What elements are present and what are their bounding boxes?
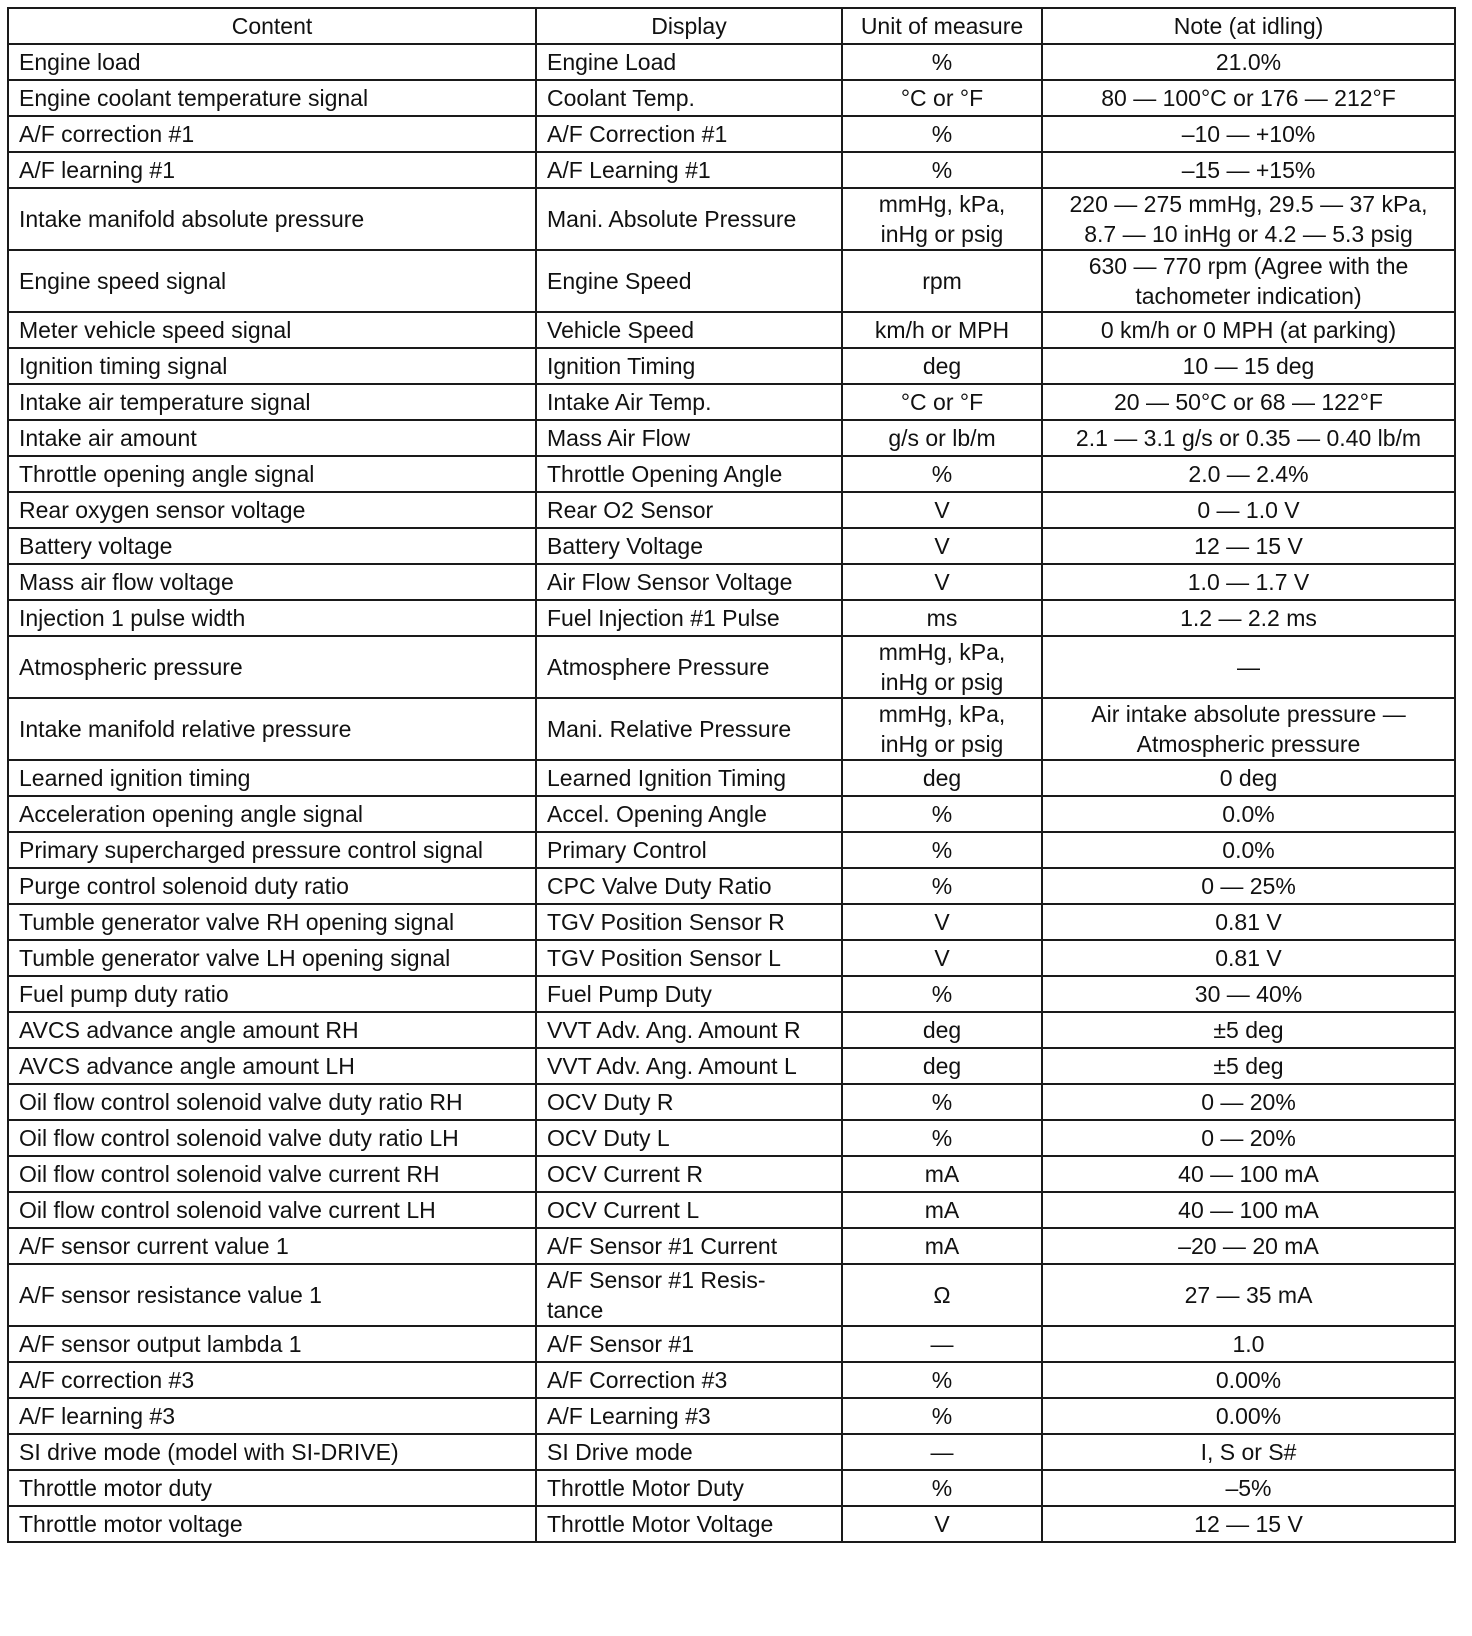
cell-display: A/F Correction #3 [536,1362,842,1398]
cell-display: Throttle Opening Angle [536,456,842,492]
table-row [8,1470,1455,1506]
cell-display: Primary Control [536,832,842,868]
cell-unit: % [842,1470,1042,1506]
cell-display: Engine Speed [536,250,842,312]
cell-unit: deg [842,760,1042,796]
cell-display: CPC Valve Duty Ratio [536,868,842,904]
cell-content: Tumble generator valve LH opening signal [8,940,536,976]
cell-unit: rpm [842,250,1042,312]
cell-note: 2.0 — 2.4% [1042,456,1455,492]
cell-unit: % [842,152,1042,188]
cell-unit: — [842,1434,1042,1470]
cell-content: Throttle motor duty [8,1470,536,1506]
cell-display: A/F Sensor #1 Current [536,1228,842,1264]
cell-content: A/F correction #1 [8,116,536,152]
cell-note: 0 deg [1042,760,1455,796]
cell-unit: mmHg, kPa, inHg or psig [842,188,1042,250]
cell-unit: V [842,1506,1042,1542]
cell-note: 0 — 25% [1042,868,1455,904]
cell-content: Intake manifold absolute pressure [8,188,536,250]
cell-display: Mani. Relative Pressure [536,698,842,760]
table-row [8,698,1455,760]
table-row [8,1084,1455,1120]
cell-display: Air Flow Sensor Voltage [536,564,842,600]
cell-note: 12 — 15 V [1042,528,1455,564]
cell-display: Fuel Pump Duty [536,976,842,1012]
cell-content: A/F correction #3 [8,1362,536,1398]
cell-content: Engine load [8,44,536,80]
table-row [8,1156,1455,1192]
cell-content: Rear oxygen sensor voltage [8,492,536,528]
cell-display: Throttle Motor Voltage [536,1506,842,1542]
table-row [8,116,1455,152]
cell-note: –20 — 20 mA [1042,1228,1455,1264]
cell-note: 10 — 15 deg [1042,348,1455,384]
table-row [8,1434,1455,1470]
cell-content: Ignition timing signal [8,348,536,384]
cell-note: ±5 deg [1042,1012,1455,1048]
cell-display: Battery Voltage [536,528,842,564]
cell-content: Meter vehicle speed signal [8,312,536,348]
cell-unit: deg [842,348,1042,384]
cell-unit: ms [842,600,1042,636]
cell-note: 0 km/h or 0 MPH (at parking) [1042,312,1455,348]
cell-unit: % [842,976,1042,1012]
cell-note: –10 — +10% [1042,116,1455,152]
cell-unit: V [842,940,1042,976]
cell-note: 21.0% [1042,44,1455,80]
cell-content: Primary supercharged pressure control signal [8,832,536,868]
cell-display: OCV Current R [536,1156,842,1192]
cell-display: OCV Current L [536,1192,842,1228]
cell-display: Engine Load [536,44,842,80]
cell-display: A/F Sensor #1 [536,1326,842,1362]
table-row [8,384,1455,420]
cell-display: Accel. Opening Angle [536,796,842,832]
cell-note: 30 — 40% [1042,976,1455,1012]
table-row [8,760,1455,796]
table-row [8,528,1455,564]
cell-note: 220 — 275 mmHg, 29.5 — 37 kPa, 8.7 — 10 inHg or 4.2 — 5.3 psig [1042,188,1455,250]
table-row [8,1192,1455,1228]
cell-unit: % [842,1398,1042,1434]
cell-unit: deg [842,1048,1042,1084]
cell-display: Intake Air Temp. [536,384,842,420]
cell-content: Battery voltage [8,528,536,564]
cell-note: — [1042,636,1455,698]
cell-unit: g/s or lb/m [842,420,1042,456]
cell-display: Rear O2 Sensor [536,492,842,528]
cell-note: 0.0% [1042,832,1455,868]
cell-display: A/F Sensor #1 Resis- tance [536,1264,842,1326]
cell-unit: mmHg, kPa, inHg or psig [842,636,1042,698]
cell-content: Oil flow control solenoid valve duty ratio LH [8,1120,536,1156]
cell-display: Ignition Timing [536,348,842,384]
cell-content: Oil flow control solenoid valve duty ratio RH [8,1084,536,1120]
cell-display: A/F Learning #1 [536,152,842,188]
cell-unit: % [842,1120,1042,1156]
cell-note: 20 — 50°C or 68 — 122°F [1042,384,1455,420]
cell-unit: — [842,1326,1042,1362]
cell-note: 1.2 — 2.2 ms [1042,600,1455,636]
cell-unit: % [842,796,1042,832]
cell-display: TGV Position Sensor R [536,904,842,940]
parameter-table [7,7,1456,1543]
cell-content: Injection 1 pulse width [8,600,536,636]
cell-note: 2.1 — 3.1 g/s or 0.35 — 0.40 lb/m [1042,420,1455,456]
cell-display: TGV Position Sensor L [536,940,842,976]
cell-display: Mass Air Flow [536,420,842,456]
cell-content: Throttle motor voltage [8,1506,536,1542]
cell-note: 1.0 — 1.7 V [1042,564,1455,600]
table-row [8,152,1455,188]
table-row [8,250,1455,312]
cell-content: Engine speed signal [8,250,536,312]
table-row [8,868,1455,904]
table-row [8,80,1455,116]
cell-content: Acceleration opening angle signal [8,796,536,832]
cell-content: Oil flow control solenoid valve current RH [8,1156,536,1192]
cell-content: Fuel pump duty ratio [8,976,536,1012]
cell-unit: °C or °F [842,80,1042,116]
cell-note: 0.00% [1042,1362,1455,1398]
table-row [8,1362,1455,1398]
cell-unit: % [842,868,1042,904]
cell-note: 1.0 [1042,1326,1455,1362]
table-row [8,832,1455,868]
table-row [8,636,1455,698]
cell-unit: mA [842,1192,1042,1228]
table-row [8,1228,1455,1264]
table-row [8,44,1455,80]
cell-content: A/F learning #3 [8,1398,536,1434]
header-content: Content [8,8,536,44]
cell-display: Vehicle Speed [536,312,842,348]
cell-unit: mA [842,1228,1042,1264]
cell-note: 40 — 100 mA [1042,1192,1455,1228]
cell-note: 0.00% [1042,1398,1455,1434]
cell-content: A/F sensor resistance value 1 [8,1264,536,1326]
table-row [8,348,1455,384]
table-row [8,1398,1455,1434]
cell-unit: Ω [842,1264,1042,1326]
table-body [8,44,1455,1542]
table-row [8,1326,1455,1362]
table-header-row [8,8,1455,44]
cell-display: Atmosphere Pressure [536,636,842,698]
cell-content: Intake air temperature signal [8,384,536,420]
table-row [8,904,1455,940]
cell-note: 630 — 770 rpm (Agree with the tachometer indication) [1042,250,1455,312]
cell-unit: V [842,564,1042,600]
cell-display: SI Drive mode [536,1434,842,1470]
cell-note: I, S or S# [1042,1434,1455,1470]
cell-content: A/F sensor current value 1 [8,1228,536,1264]
table-row [8,312,1455,348]
table-row [8,456,1455,492]
cell-display: OCV Duty L [536,1120,842,1156]
header-display: Display [536,8,842,44]
cell-unit: V [842,492,1042,528]
cell-note: 0 — 20% [1042,1084,1455,1120]
table-row [8,1506,1455,1542]
cell-unit: mA [842,1156,1042,1192]
cell-content: Intake manifold relative pressure [8,698,536,760]
cell-note: –15 — +15% [1042,152,1455,188]
header-unit: Unit of measure [842,8,1042,44]
table-row [8,1120,1455,1156]
cell-unit: % [842,1084,1042,1120]
cell-unit: % [842,1362,1042,1398]
cell-display: Learned Ignition Timing [536,760,842,796]
cell-note: 0.0% [1042,796,1455,832]
cell-content: A/F sensor output lambda 1 [8,1326,536,1362]
cell-note: 12 — 15 V [1042,1506,1455,1542]
cell-unit: mmHg, kPa, inHg or psig [842,698,1042,760]
table-row [8,1012,1455,1048]
cell-display: Throttle Motor Duty [536,1470,842,1506]
cell-note: Air intake absolute pressure — Atmospheric pressure [1042,698,1455,760]
cell-unit: % [842,116,1042,152]
cell-display: VVT Adv. Ang. Amount L [536,1048,842,1084]
cell-content: Purge control solenoid duty ratio [8,868,536,904]
cell-content: SI drive mode (model with SI-DRIVE) [8,1434,536,1470]
table-row [8,492,1455,528]
cell-unit: % [842,832,1042,868]
table-row [8,1264,1455,1326]
cell-content: Tumble generator valve RH opening signal [8,904,536,940]
cell-note: ±5 deg [1042,1048,1455,1084]
cell-note: 27 — 35 mA [1042,1264,1455,1326]
cell-display: Fuel Injection #1 Pulse [536,600,842,636]
cell-display: Mani. Absolute Pressure [536,188,842,250]
table-row [8,976,1455,1012]
cell-note: 0 — 1.0 V [1042,492,1455,528]
table-row [8,420,1455,456]
cell-unit: % [842,44,1042,80]
cell-content: AVCS advance angle amount LH [8,1048,536,1084]
cell-note: 0.81 V [1042,904,1455,940]
cell-unit: °C or °F [842,384,1042,420]
cell-content: Engine coolant temperature signal [8,80,536,116]
table-row [8,188,1455,250]
cell-unit: % [842,456,1042,492]
table-row [8,940,1455,976]
table-row [8,796,1455,832]
cell-unit: V [842,528,1042,564]
cell-content: Learned ignition timing [8,760,536,796]
cell-display: OCV Duty R [536,1084,842,1120]
header-note: Note (at idling) [1042,8,1455,44]
table-row [8,564,1455,600]
cell-display: A/F Correction #1 [536,116,842,152]
cell-content: AVCS advance angle amount RH [8,1012,536,1048]
cell-note: 0.81 V [1042,940,1455,976]
cell-note: –5% [1042,1470,1455,1506]
cell-unit: V [842,904,1042,940]
cell-content: A/F learning #1 [8,152,536,188]
cell-unit: km/h or MPH [842,312,1042,348]
cell-note: 0 — 20% [1042,1120,1455,1156]
cell-display: A/F Learning #3 [536,1398,842,1434]
cell-content: Intake air amount [8,420,536,456]
table-row [8,1048,1455,1084]
cell-note: 80 — 100°C or 176 — 212°F [1042,80,1455,116]
table-row [8,600,1455,636]
cell-content: Throttle opening angle signal [8,456,536,492]
cell-content: Atmospheric pressure [8,636,536,698]
cell-note: 40 — 100 mA [1042,1156,1455,1192]
cell-unit: deg [842,1012,1042,1048]
cell-display: Coolant Temp. [536,80,842,116]
cell-content: Mass air flow voltage [8,564,536,600]
cell-content: Oil flow control solenoid valve current LH [8,1192,536,1228]
cell-display: VVT Adv. Ang. Amount R [536,1012,842,1048]
